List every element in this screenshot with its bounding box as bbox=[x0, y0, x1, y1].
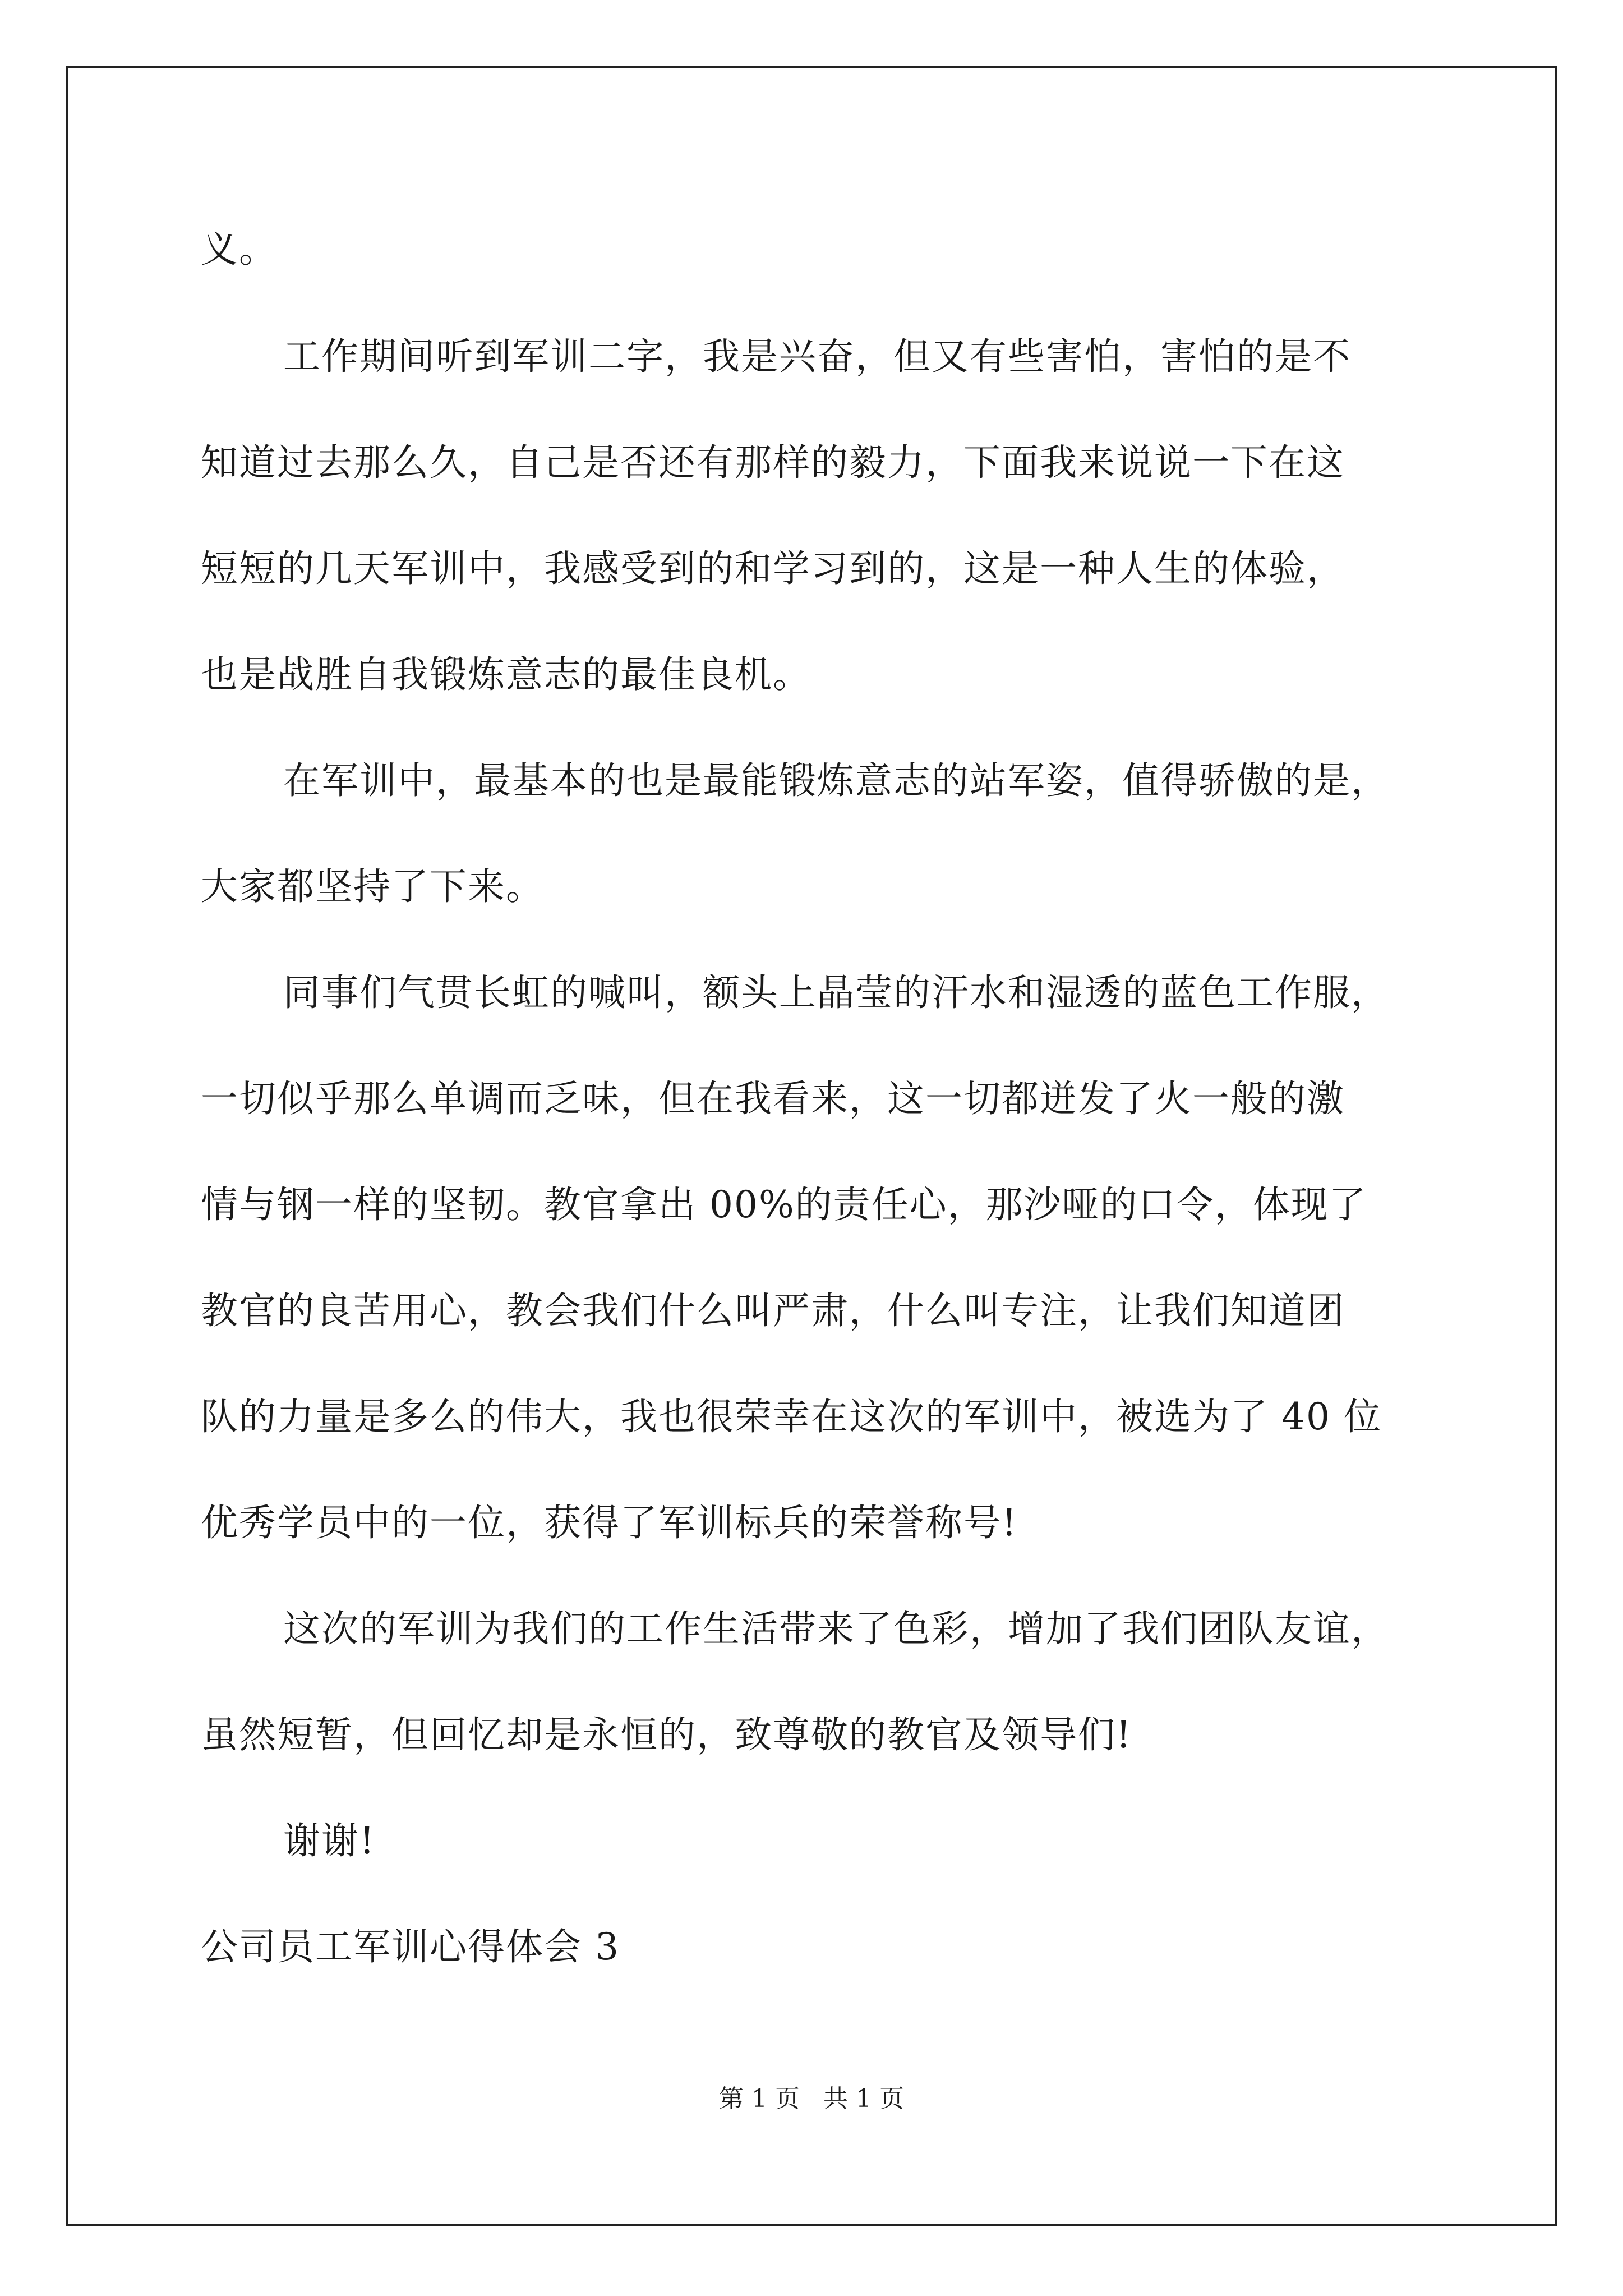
text-line: 也是战胜自我锻炼意志的最佳良机。 bbox=[201, 653, 811, 696]
text-line: 队的力量是多么的伟大，我也很荣幸在这次的军训中，被选为了 40 位 bbox=[201, 1395, 1382, 1438]
text-line: 情与钢一样的坚韧。教官拿出 00%的责任心，那沙哑的口令，体现了 bbox=[201, 1183, 1367, 1226]
closing-line: 谢谢! bbox=[283, 1819, 376, 1862]
text-line: 虽然短暂，但回忆却是永恒的，致尊敬的教官及领导们! bbox=[201, 1713, 1132, 1756]
page-border bbox=[66, 66, 1557, 2226]
paragraph-start-line: 在军训中，最基本的也是最能锻炼意志的站军姿，值得骄傲的是， bbox=[283, 759, 1389, 802]
text-line: 大家都坚持了下来。 bbox=[201, 865, 544, 908]
page-number-footer: 第 1 页 共 1 页 bbox=[719, 2085, 904, 2113]
paragraph-start-line: 这次的军训为我们的工作生活带来了色彩，增加了我们团队友谊， bbox=[283, 1607, 1389, 1650]
paragraph-start-line: 同事们气贯长虹的喊叫，额头上晶莹的汗水和湿透的蓝色工作服， bbox=[283, 971, 1389, 1014]
text-line: 教官的良苦用心，教会我们什么叫严肃，什么叫专注，让我们知道团 bbox=[201, 1289, 1345, 1332]
text-line: 义。 bbox=[201, 228, 277, 271]
paragraph-start-line: 工作期间听到军训二字，我是兴奋，但又有些害怕，害怕的是不 bbox=[283, 335, 1351, 378]
text-line: 一切似乎那么单调而乏味，但在我看来，这一切都迸发了火一般的激 bbox=[201, 1077, 1345, 1120]
text-line: 优秀学员中的一位，获得了军训标兵的荣誉称号! bbox=[201, 1501, 1018, 1544]
section-heading: 公司员工军训心得体会 3 bbox=[201, 1925, 620, 1968]
text-line: 短短的几天军训中，我感受到的和学习到的，这是一种人生的体验， bbox=[201, 547, 1345, 590]
text-line: 知道过去那么久，自己是否还有那样的毅力，下面我来说说一下在这 bbox=[201, 441, 1345, 484]
